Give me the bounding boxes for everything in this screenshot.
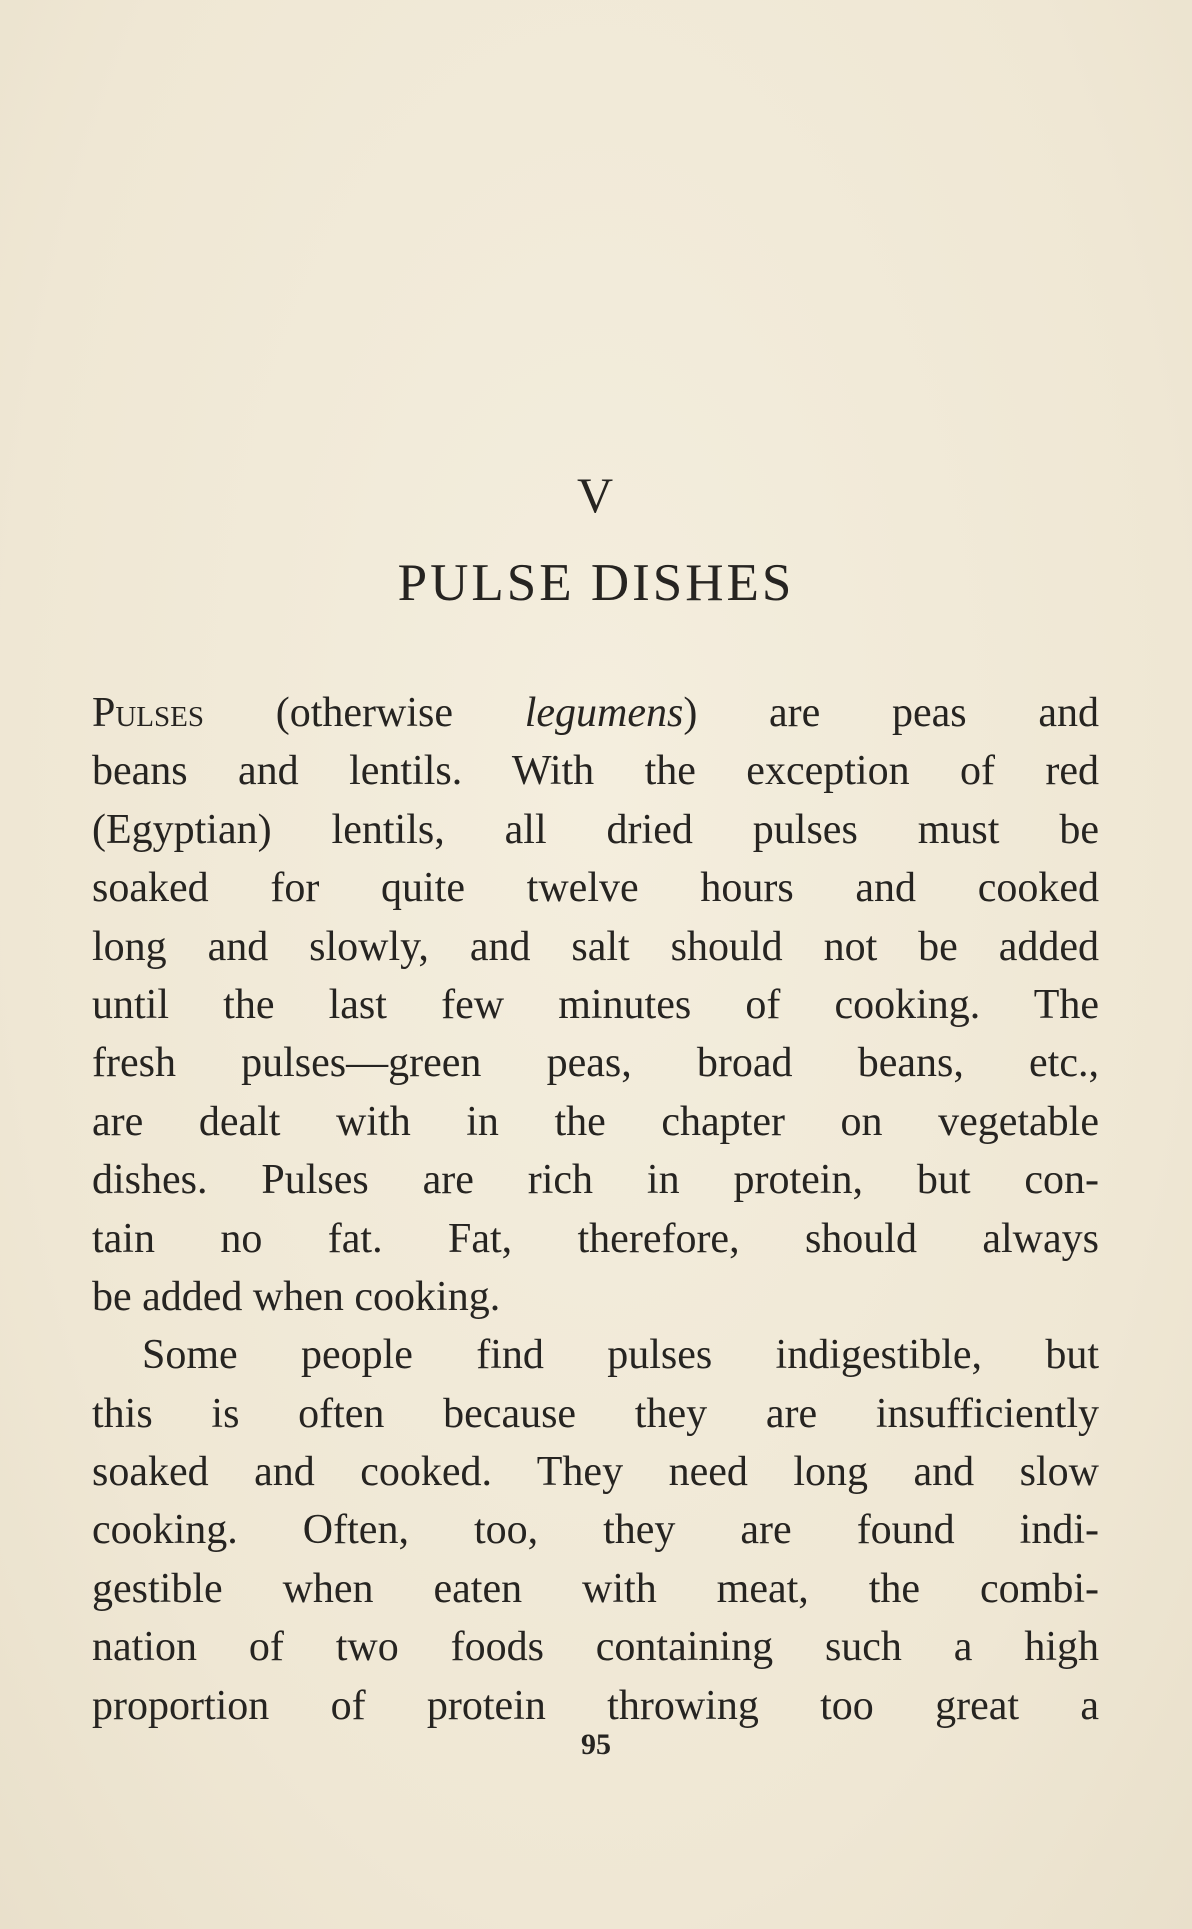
paragraph-2-line: soaked and cooked. They need long and slow [92,1449,1099,1496]
paragraph-2-line: proportion of protein throwing too great a [92,1682,1099,1729]
paragraph-1-line: long and slowly, and salt should not be added [92,923,1099,970]
lead-word: Pulses [92,690,204,736]
paragraph-1-line: until the last few minutes of cooking. The [92,981,1099,1028]
paragraph-1-line: are dealt with in the chapter on vegetable [92,1098,1099,1145]
italic-term: legumens [524,690,684,736]
chapter-title: PULSE DISHES [397,554,795,612]
paragraph-1-line: be added when cooking. [92,1273,501,1320]
body-text [92,684,1099,1735]
paragraph-1-line: fresh pulses—green peas, broad beans, etc., [92,1040,1099,1087]
paragraph-1-line-1 [92,684,1099,742]
paragraph-2-line: gestible when eaten with meat, the combi- [92,1565,1099,1612]
paragraph-1-line: soaked for quite twelve hours and cooked [92,865,1099,912]
paragraph-2-line: nation of two foods containing such a high [92,1624,1099,1671]
paragraph-2-line: this is often because they are insufficiently [92,1390,1099,1437]
paragraph-2-line: cooking. Often, too, they are found indi- [92,1507,1099,1554]
page-number: 95 [581,1728,611,1761]
paragraph-1-line: beans and lentils. With the exception of red [92,748,1099,795]
line-1-text-b: ) are peas and [683,690,1099,736]
paragraph-1-line: dishes. Pulses are rich in protein, but con- [92,1157,1099,1204]
line-1-text-a: (otherwise [204,690,525,736]
paragraph-1-line: (Egyptian) lentils, all dried pulses must be [92,806,1099,853]
paragraph-2-line: Some people find pulses indigestible, but [142,1332,1099,1379]
paragraph-1-line: tain no fat. Fat, therefore, should always [92,1215,1099,1262]
chapter-number: V [576,467,616,523]
